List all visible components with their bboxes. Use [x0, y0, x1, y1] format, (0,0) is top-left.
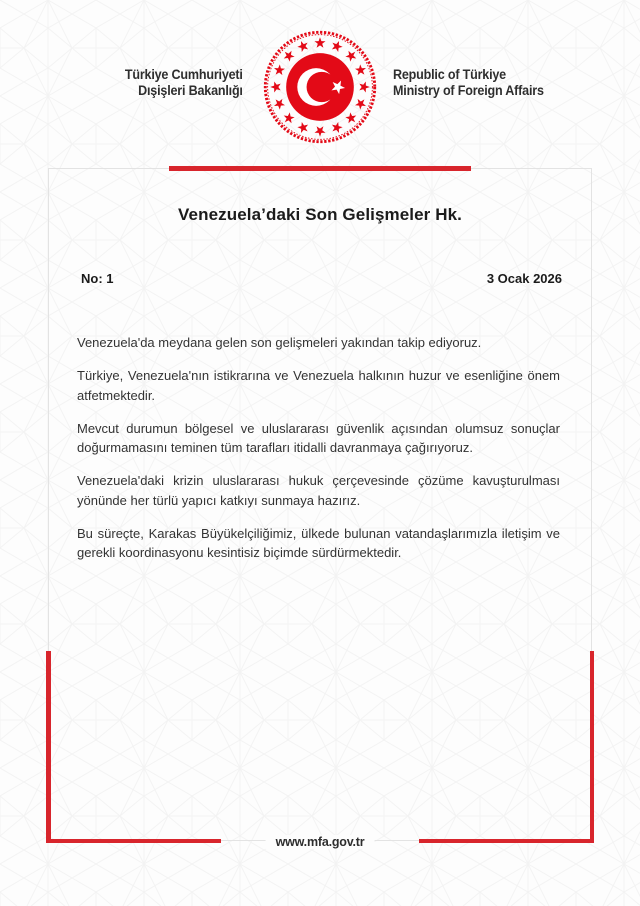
body-paragraph: Venezuela'daki krizin uluslararası hukuk çerçevesinde çözüme kavuşturulması yönünde her türlü yapıcı katkıyı sunmaya hazırız. — [77, 473, 560, 508]
accent-bar-right — [590, 651, 595, 843]
body-paragraph: Bu süreçte, Karakas Büyükelçiliğimiz, ülkede bulunan vatandaşlarımızla iletişim ve gerekli koordinasyonu kesintisiz biçimde sürdürmektedir. — [77, 525, 560, 560]
turkiye-mfa-emblem-icon — [262, 29, 378, 145]
org-left-line1: Türkiye Cumhuriyeti — [125, 67, 243, 82]
document-body — [77, 333, 560, 563]
body-paragraph: Venezuela'da meydana gelen son gelişmeleri yakından takip ediyoruz. — [77, 335, 482, 350]
document-date: 3 Ocak 2026 — [486, 271, 562, 286]
accent-bar-top — [169, 166, 471, 171]
org-right-line2: Ministry of Foreign Affairs — [393, 82, 544, 98]
body-paragraph: Mevcut durumun bölgesel ve uluslararası güvenlik açısından olumsuz sonuçlar doğurmamasını teminen tüm tarafları itidalli davranmaya çağırıyoruz. — [77, 420, 560, 455]
document-frame — [48, 168, 592, 849]
org-left-line2: Dışişleri Bakanlığı — [138, 82, 243, 98]
accent-bar-left — [46, 651, 51, 843]
org-right-line1: Republic of Türkiye — [393, 67, 506, 82]
document-number: No: 1 — [81, 271, 114, 286]
ministry-name-turkish — [125, 67, 243, 98]
ministry-name-english — [393, 67, 544, 98]
document-meta-row — [81, 271, 562, 286]
body-paragraph: Türkiye, Venezuela'nın istikrarına ve Venezuela halkının huzur ve esenliğine önem atfetmektedir. — [77, 368, 560, 403]
document-title: Venezuela’daki Son Gelişmeler Hk. — [178, 205, 462, 224]
accent-bar-bottom-left — [46, 839, 221, 844]
footer-website: www.mfa.gov.tr — [266, 835, 375, 849]
accent-bar-bottom-right — [419, 839, 594, 844]
